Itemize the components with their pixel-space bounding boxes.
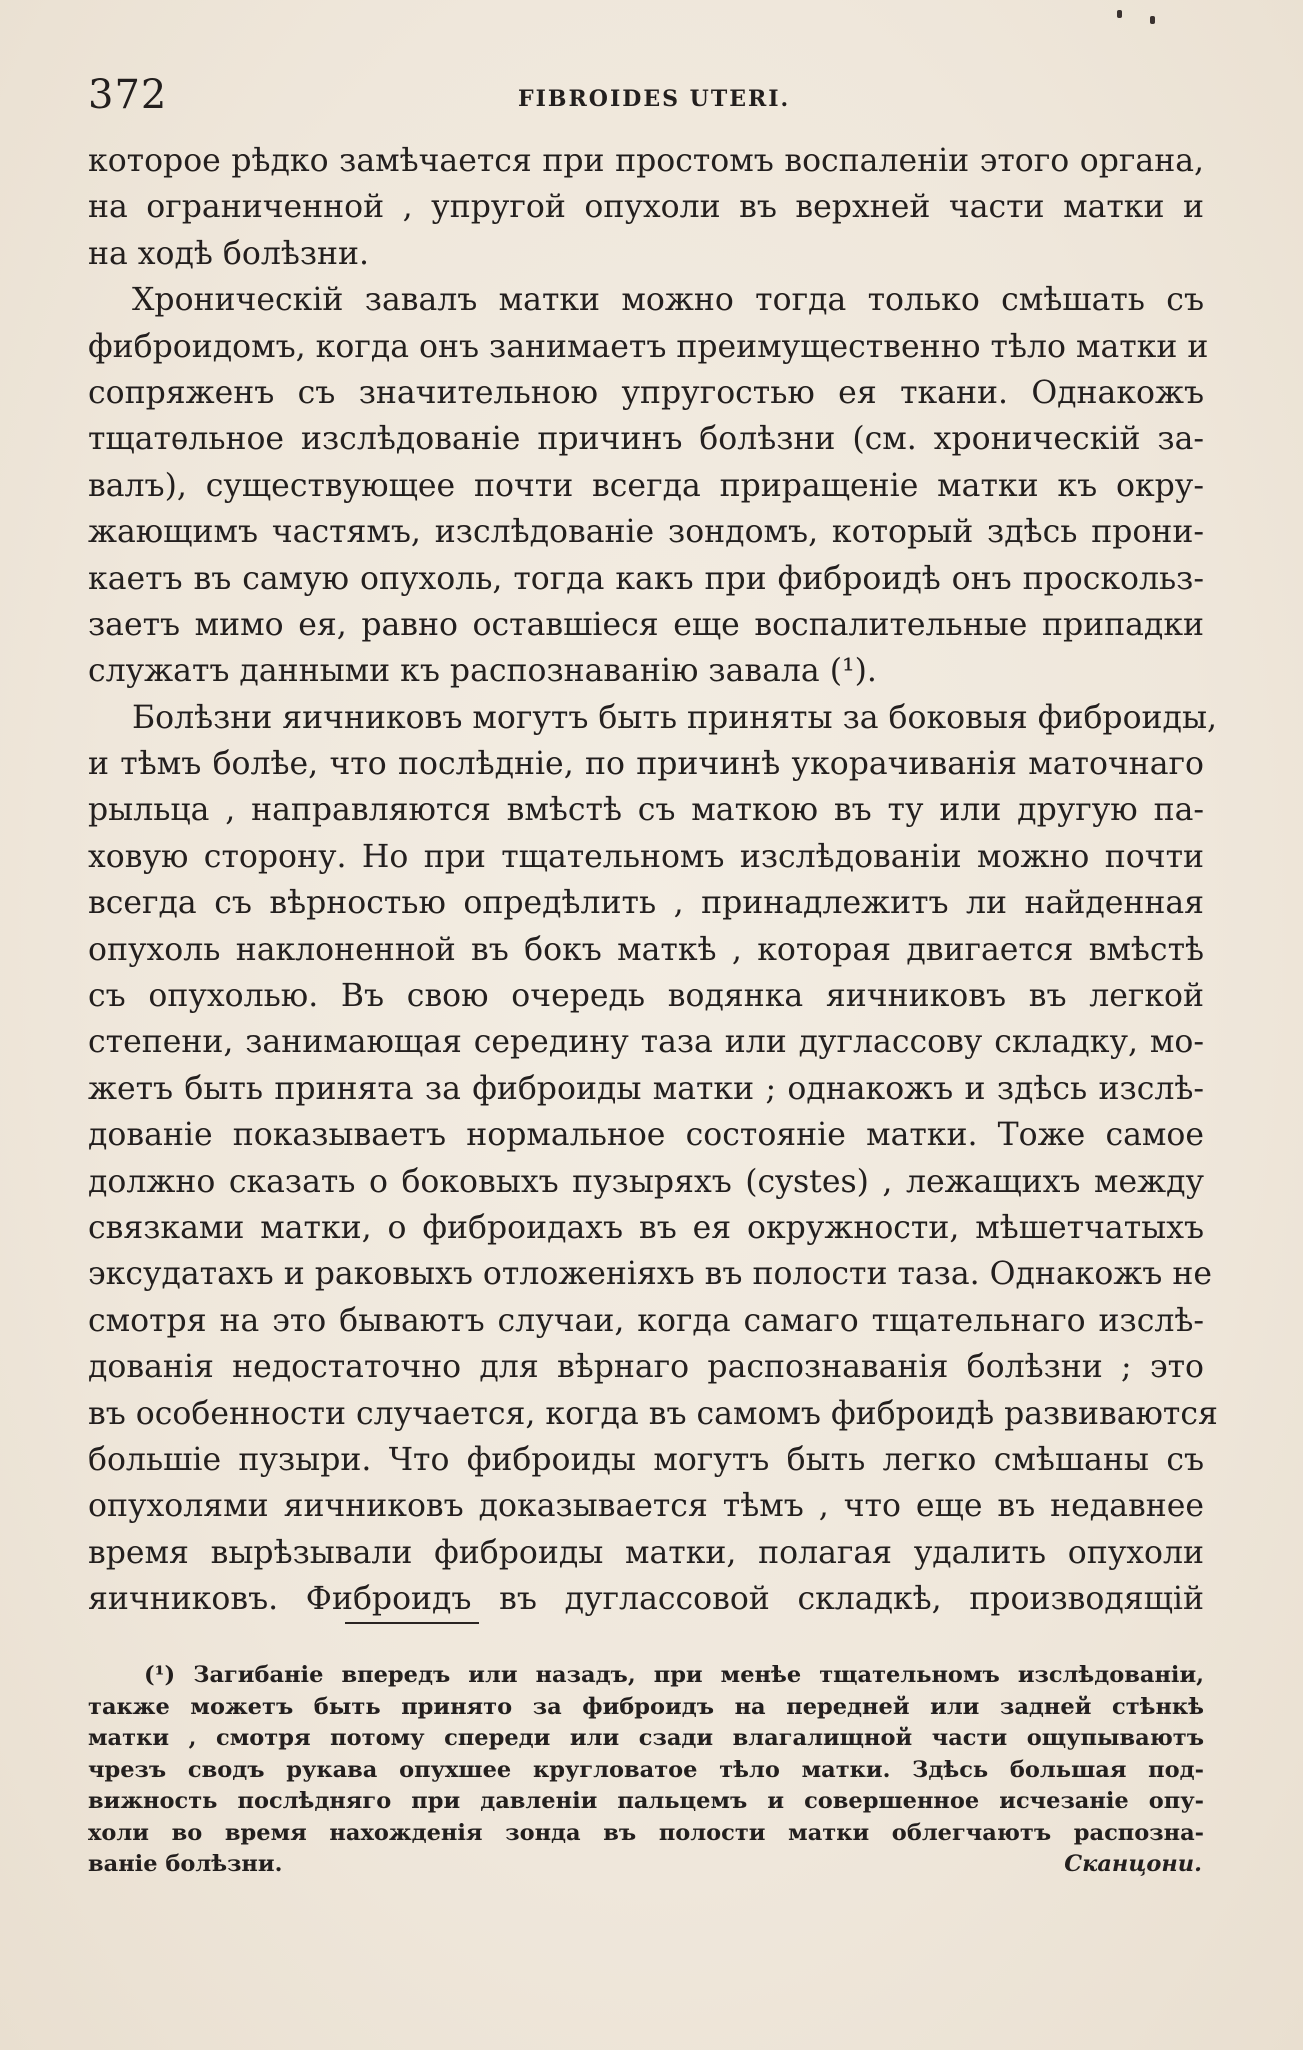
footnote-signature: Сканцони.	[1064, 1851, 1202, 1877]
text-line: жающимъ частямъ, изслѣдованіе зондомъ, который здѣсь прони-	[88, 514, 1204, 551]
footnote	[88, 1660, 1204, 1881]
text-line: въ особенности случается, когда въ самомъ фиброидѣ развиваются	[88, 1395, 1218, 1432]
text-line: жетъ быть принята за фиброиды матки ; однакожъ и здѣсь изслѣ-	[88, 1070, 1204, 1107]
text-line: опухолями яичниковъ доказывается тѣмъ , что еще въ недавнее	[88, 1488, 1204, 1525]
footnote-line: (¹) Загибаніе впередъ или назадъ, при менѣе тщательномъ изслѣдованіи,	[144, 1662, 1204, 1688]
text-line: смотря на это бываютъ случаи, когда самаго тщательнаго изслѣ-	[88, 1302, 1204, 1339]
text-line: на ходѣ болѣзни.	[88, 235, 370, 272]
text-line: должно сказать о боковыхъ пузыряхъ (cystes) , лежащихъ между	[88, 1163, 1204, 1200]
text-line: яичниковъ. Фиброидъ въ дугласcовой складкѣ, производящій	[88, 1581, 1204, 1618]
footnote-line: матки , смотря потому спереди или сзади влагалищной части ощупываютъ	[88, 1725, 1204, 1751]
text-line: связками матки, о фиброидахъ въ ея окружности, мѣшетчатыхъ	[88, 1209, 1204, 1246]
text-line: дованіе показываетъ нормальное состояніе матки. Тоже самое	[88, 1117, 1204, 1154]
footnote-line: ваніе болѣзни.	[88, 1851, 283, 1877]
text-line: валъ), существующее почти всегда приращеніе матки къ окру-	[88, 467, 1204, 504]
footnote-line: также можетъ быть принято за фиброидъ на передней или задней стѣнкѣ	[88, 1693, 1204, 1720]
footnote-divider	[345, 1622, 479, 1624]
text-line: большіе пузыри. Что фиброиды могутъ быть легко смѣшаны съ	[88, 1441, 1204, 1478]
page-number: 372	[88, 72, 168, 118]
text-line: и тѣмъ болѣе, что послѣдніе, по причинѣ укорачиванія маточнаго	[88, 746, 1204, 783]
text-line: на ограниченной , упругой опухоли въ верхней части матки и	[88, 189, 1204, 226]
text-line: фиброидомъ, когда онъ занимаетъ преимущественно тѣло матки и	[88, 328, 1209, 365]
footnote-line: вижность послѣдняго при давленіи пальцемъ и совершенное исчезаніе опу-	[88, 1788, 1204, 1814]
text-line: время вырѣзывали фиброиды матки, полагая удалить опухоли	[88, 1534, 1204, 1571]
text-line: рыльца , направляются вмѣстѣ съ маткою въ ту или другую па-	[88, 792, 1204, 829]
print-speck	[1150, 16, 1155, 24]
text-line: каетъ въ самую опухоль, тогда какъ при фиброидѣ онъ проскольз-	[88, 560, 1204, 597]
page-header	[88, 66, 1218, 126]
text-line: ховую сторону. Но при тщательномъ изслѣдованіи можно почти	[88, 838, 1204, 875]
text-line: степени, занимающая середину таза или дугласcову складку, мо-	[88, 1024, 1204, 1061]
footnote-last-line	[88, 1849, 1204, 1881]
text-line: тщатѳльное изслѣдованіе причинъ болѣзни (см. хроническій за-	[88, 421, 1204, 458]
text-line: опухоль наклоненной въ бокъ маткѣ , которая двигается вмѣстѣ	[88, 931, 1204, 968]
text-line: всегда съ вѣрностью опредѣлить , принадлежитъ ли найденная	[88, 885, 1204, 922]
text-line: служатъ данными къ распознаванію завала (¹).	[88, 653, 877, 690]
text-line: Болѣзни яичниковъ могутъ быть приняты за боковыя фиброиды,	[132, 699, 1218, 736]
text-line: съ опухолью. Въ свою очередь водянка яичниковъ въ легкой	[88, 978, 1204, 1015]
text-line: эксудатахъ и раковыхъ отложеніяхъ въ полости таза. Однакожъ не	[88, 1256, 1212, 1293]
text-line: Хроническій завалъ матки можно тогда только смѣшать съ	[132, 282, 1204, 319]
footnote-line: чрезъ сводъ рукава опухшее кругловатое тѣло матки. Здѣсь большая под-	[88, 1756, 1204, 1783]
text-line: сопряженъ съ значительною упругостью ея ткани. Однакожъ	[88, 374, 1204, 411]
running-title: FIBROIDES UTERI.	[518, 86, 791, 112]
text-line: дованія недостаточно для вѣрнаго распознаванія болѣзни ; это	[88, 1349, 1204, 1386]
text-line: заетъ мимо ея, равно оставшіеся еще воспалительные припадки	[88, 606, 1204, 643]
text-line: которое рѣдко замѣчается при простомъ воспаленіи этого органа,	[88, 143, 1204, 179]
main-text	[88, 138, 1218, 1623]
print-speck	[1117, 10, 1122, 18]
footnote-line: холи во время нахожденія зонда въ полости матки облегчаютъ распозна-	[88, 1819, 1204, 1846]
